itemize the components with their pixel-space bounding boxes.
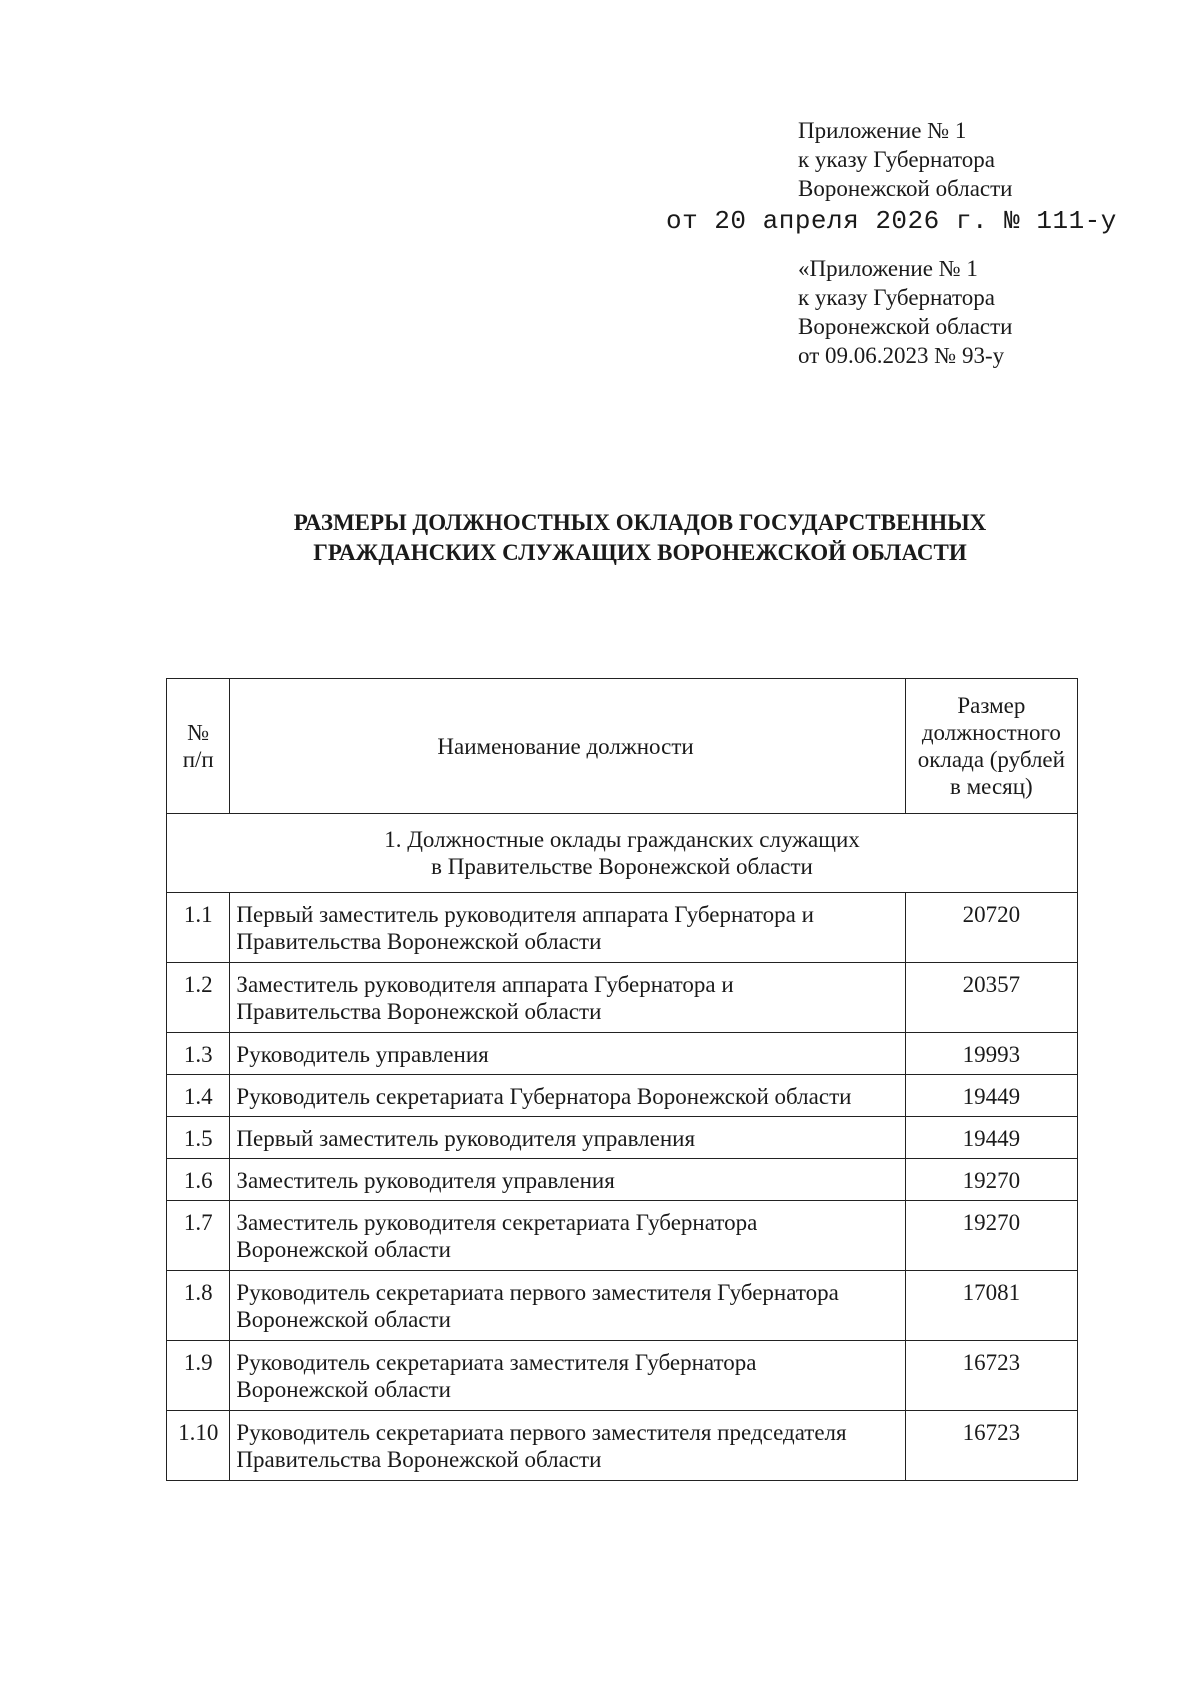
row-position — [230, 1159, 905, 1201]
document-title-line-1: РАЗМЕРЫ ДОЛЖНОСТНЫХ ОКЛАДОВ ГОСУДАРСТВЕННЫХ — [293, 510, 987, 535]
row-position-line-2: Правительства Воронежской области — [236, 1447, 602, 1472]
table-row — [167, 963, 1078, 1033]
row-position-line-1: Заместитель руководителя управления — [236, 1168, 615, 1193]
previous-appendix-line-3: Воронежской области — [798, 314, 1013, 339]
row-number: 1.3 — [167, 1033, 230, 1075]
row-number: 1.10 — [167, 1411, 230, 1481]
row-salary: 19449 — [905, 1075, 1077, 1117]
row-salary: 16723 — [905, 1341, 1077, 1411]
header-salary — [905, 679, 1077, 814]
row-position-line-1: Руководитель секретариата первого заместителя председателя — [236, 1420, 847, 1445]
section-heading-line-2: в Правительстве Воронежской области — [431, 854, 813, 879]
row-salary: 20357 — [905, 963, 1077, 1033]
header-salary-line-3: оклада (рублей — [917, 747, 1065, 772]
table-row — [167, 1159, 1078, 1201]
row-position — [230, 1117, 905, 1159]
previous-appendix-block — [798, 254, 1013, 370]
header-position-name: Наименование должности — [230, 679, 905, 814]
table-row — [167, 1117, 1078, 1159]
appendix-line-3: Воронежской области — [798, 176, 1013, 201]
header-salary-line-1: Размер — [957, 693, 1026, 718]
document-title — [200, 508, 1080, 568]
row-position — [230, 1201, 905, 1271]
previous-appendix-line-2: к указу Губернатора — [798, 285, 995, 310]
header-salary-line-2: должностного — [921, 720, 1061, 745]
row-position-line-1: Заместитель руководителя секретариата Губернатора — [236, 1210, 758, 1235]
row-position — [230, 1341, 905, 1411]
row-position-line-1: Руководитель секретариата заместителя Губернатора — [236, 1350, 757, 1375]
section-heading-line-1: 1. Должностные оклады гражданских служащих — [384, 827, 860, 852]
row-position-line-2: Правительства Воронежской области — [236, 999, 602, 1024]
header-number — [167, 679, 230, 814]
table-header-row — [167, 679, 1078, 814]
row-number: 1.5 — [167, 1117, 230, 1159]
row-position-line-2: Воронежской области — [236, 1307, 451, 1332]
row-number: 1.2 — [167, 963, 230, 1033]
header-salary-line-4: в месяц) — [950, 774, 1033, 799]
table-row — [167, 1271, 1078, 1341]
header-number-symbol: № — [187, 720, 210, 745]
decree-date-stamp: от 20 апреля 2026 г. № 111-у — [666, 206, 1117, 236]
row-salary: 20720 — [905, 893, 1077, 963]
section-heading-row — [167, 814, 1078, 893]
row-salary: 17081 — [905, 1271, 1077, 1341]
row-number: 1.4 — [167, 1075, 230, 1117]
row-position-line-1: Руководитель секретариата Губернатора Воронежской области — [236, 1084, 852, 1109]
row-number: 1.1 — [167, 893, 230, 963]
row-position — [230, 1075, 905, 1117]
table-row — [167, 1075, 1078, 1117]
row-position — [230, 893, 905, 963]
appendix-block — [798, 116, 1013, 203]
header-number-abbr: п/п — [182, 747, 214, 772]
row-position-line-1: Первый заместитель руководителя аппарата Губернатора и — [236, 902, 814, 927]
row-salary: 16723 — [905, 1411, 1077, 1481]
table-row — [167, 893, 1078, 963]
row-salary: 19449 — [905, 1117, 1077, 1159]
table-row — [167, 1201, 1078, 1271]
row-position — [230, 1271, 905, 1341]
row-position-line-1: Первый заместитель руководителя управления — [236, 1126, 696, 1151]
row-number: 1.9 — [167, 1341, 230, 1411]
row-position-line-1: Руководитель управления — [236, 1042, 489, 1067]
row-number: 1.7 — [167, 1201, 230, 1271]
row-position — [230, 963, 905, 1033]
previous-appendix-line-4: от 09.06.2023 № 93-у — [798, 343, 1005, 368]
appendix-line-1: Приложение № 1 — [798, 118, 967, 143]
row-salary: 19993 — [905, 1033, 1077, 1075]
row-position-line-2: Правительства Воронежской области — [236, 929, 602, 954]
section-heading — [167, 814, 1078, 893]
row-salary: 19270 — [905, 1159, 1077, 1201]
row-position — [230, 1411, 905, 1481]
row-number: 1.6 — [167, 1159, 230, 1201]
row-position-line-1: Руководитель секретариата первого заместителя Губернатора — [236, 1280, 839, 1305]
row-salary: 19270 — [905, 1201, 1077, 1271]
row-position-line-2: Воронежской области — [236, 1237, 451, 1262]
row-position-line-1: Заместитель руководителя аппарата Губернатора и — [236, 972, 734, 997]
document-title-line-2: ГРАЖДАНСКИХ СЛУЖАЩИХ ВОРОНЕЖСКОЙ ОБЛАСТИ — [313, 540, 967, 565]
table-row — [167, 1341, 1078, 1411]
salary-table — [166, 678, 1078, 1481]
row-position — [230, 1033, 905, 1075]
appendix-line-2: к указу Губернатора — [798, 147, 995, 172]
row-position-line-2: Воронежской области — [236, 1377, 451, 1402]
row-number: 1.8 — [167, 1271, 230, 1341]
previous-appendix-line-1: «Приложение № 1 — [798, 256, 978, 281]
table-row — [167, 1411, 1078, 1481]
table-row — [167, 1033, 1078, 1075]
